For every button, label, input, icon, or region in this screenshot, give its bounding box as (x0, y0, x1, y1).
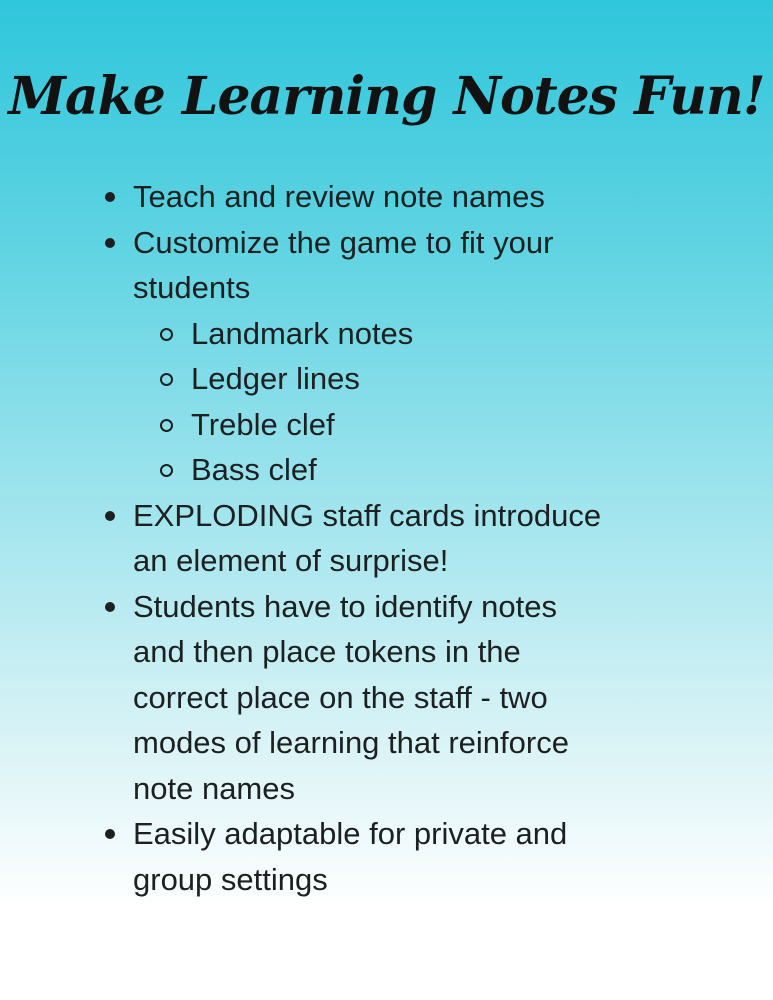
list-item-line: Bass clef (191, 452, 317, 488)
list-item-line: note names (133, 770, 295, 806)
bullet-dot-icon (105, 511, 115, 521)
list-item-text (191, 356, 360, 402)
list-item (105, 493, 773, 584)
list-item-line: modes of learning that reinforce (133, 725, 569, 761)
list-subitem (105, 402, 773, 448)
list-item-text (191, 447, 317, 493)
list-item (105, 220, 773, 311)
list-item-line: Easily adaptable for private and (133, 816, 568, 852)
bullet-circle-icon (160, 419, 173, 432)
list-item-text (133, 584, 569, 812)
list-item (105, 174, 773, 220)
list-item-line: EXPLODING staff cards introduce (133, 497, 602, 533)
bullet-circle-icon (160, 328, 173, 341)
bullet-circle-icon (160, 464, 173, 477)
bullet-dot-icon (105, 192, 115, 202)
list-subitem (105, 447, 773, 493)
list-subitem (105, 311, 773, 357)
list-item-line: Ledger lines (191, 361, 360, 397)
page-title: Make Learning Notes Fun! (8, 66, 765, 127)
list-item (105, 811, 773, 902)
list-item-text (133, 174, 545, 220)
list-item-line: correct place on the staff - two (133, 679, 548, 715)
list-item-line: Students have to identify notes (133, 588, 557, 624)
list-item (105, 584, 773, 812)
bullet-dot-icon (105, 829, 115, 839)
list-item-text (133, 220, 553, 311)
list-item-line: Customize the game to fit your (133, 224, 554, 260)
list-item-line: students (133, 270, 251, 306)
list-subitem (105, 356, 773, 402)
list-item-line: Teach and review note names (133, 179, 545, 215)
list-item-line: Treble clef (191, 406, 335, 442)
bullet-dot-icon (105, 602, 115, 612)
list-item-text (133, 811, 567, 902)
list-item-line: group settings (133, 861, 328, 897)
list-item-line: and then place tokens in the (133, 634, 521, 670)
feature-list (0, 174, 773, 902)
list-item-line: an element of surprise! (133, 543, 449, 579)
bullet-dot-icon (105, 238, 115, 248)
list-item-text (191, 311, 413, 357)
list-item-text (191, 402, 335, 448)
list-item-line: Landmark notes (191, 315, 414, 351)
list-item-text (133, 493, 601, 584)
bullet-circle-icon (160, 373, 173, 386)
